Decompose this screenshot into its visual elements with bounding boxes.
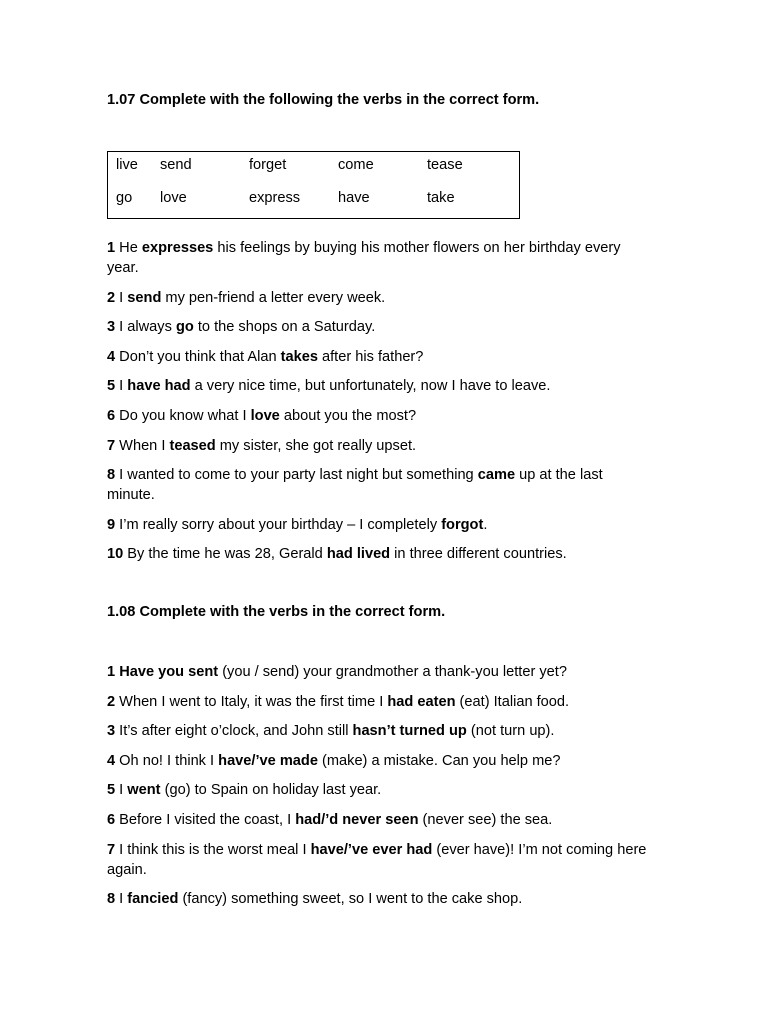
exercise-item [107,406,647,426]
item-text: his feelings by buying his mother flowers on her birthday every year. [107,240,621,276]
item-number: 8 [107,467,116,484]
item-text: It’s after eight o’clock, and John still [115,723,353,740]
exercise-item [107,317,647,337]
item-answer: send [127,289,162,306]
exercise-item [107,721,647,741]
exercise-item [107,436,647,456]
item-number: 4 [107,348,116,365]
item-text: I [115,378,128,395]
item-text: about you the most? [279,407,417,424]
item-number: 3 [107,319,116,336]
item-text: (never see) the sea. [418,811,553,828]
item-text: By the time he was 28, Gerald [123,546,327,563]
item-answer: go [175,319,194,336]
item-number: 5 [107,378,116,395]
item-number: 6 [107,407,116,424]
exercise-107-list [107,238,647,574]
item-text: (not turn up). [466,723,555,740]
item-number: 7 [107,841,116,858]
exercise-item [107,751,647,771]
item-answer: have/’ve made [218,752,318,769]
item-answer: forgot [441,516,484,533]
item-number: 7 [107,437,116,454]
item-text: Oh no! I think I [115,752,219,769]
item-answer: fancied [127,891,179,908]
item-text: When I went to Italy, it was the first time I [115,693,388,710]
exercise-item [107,544,647,564]
item-text: (ever have)! I’m not coming here again. [107,841,647,878]
word-box-word: live [116,157,138,173]
item-number: 10 [107,546,124,563]
item-answer: had/’d never seen [295,811,419,828]
item-text: I always [115,319,176,336]
word-box-word: go [116,190,133,206]
item-text: I wanted to come to your party last night but something [115,467,478,484]
word-box [107,151,520,219]
word-box-word: forget [249,157,287,173]
exercise-item [107,238,647,278]
item-number: 5 [107,782,116,799]
exercise-item [107,515,647,535]
word-box-word: express [249,190,301,206]
exercise-108-list [107,662,647,919]
item-number: 9 [107,516,116,533]
item-number: 1 [107,664,116,680]
item-text: my pen-friend a letter every week. [161,289,386,306]
item-answer: expresses [141,240,214,256]
exercise-item [107,662,647,682]
exercise-item [107,347,647,367]
item-answer: had lived [326,546,391,563]
item-text: I’m really sorry about your birthday – I completely [115,516,442,533]
item-text: Do you know what I [115,407,251,424]
exercise-item [107,780,647,800]
word-box-word: love [160,190,187,206]
word-box-word: tease [427,157,463,173]
item-answer: hasn’t turned up [352,723,467,740]
item-number: 4 [107,752,116,769]
item-text: I think this is the worst meal I [115,841,311,858]
item-text: after his father? [317,348,424,365]
word-box-word: take [427,190,455,206]
item-text: (make) a mistake. Can you help me? [317,752,561,769]
item-number: 1 [107,240,116,256]
item-text: (you / send) your grandmother a thank-you letter yet? [218,664,567,680]
exercise-item [107,465,647,505]
item-number: 2 [107,693,116,710]
item-text: Before I visited the coast, I [115,811,296,828]
exercise-item [107,288,647,308]
item-answer: came [477,467,516,484]
word-box-word: come [338,157,374,173]
item-answer: teased [169,437,216,454]
item-text: up at the last minute. [107,467,603,504]
item-text: He [115,240,142,256]
item-text: a very nice time, but unfortunately, now I have to leave. [190,378,551,395]
item-answer: have/’ve ever had [310,841,433,858]
word-box-word: send [160,157,192,173]
item-text: (go) to Spain on holiday last year. [160,782,382,799]
item-number: 6 [107,811,116,828]
exercise-item [107,376,647,396]
exercise-item [107,889,647,909]
item-number: 3 [107,723,116,740]
item-text: (eat) Italian food. [455,693,570,710]
item-text: I [115,782,128,799]
item-answer: takes [280,348,318,365]
item-text: in three different countries. [390,546,567,563]
item-answer: had eaten [387,693,456,710]
exercise-107-heading: 1.07 Complete with the following the verbs in the correct form. [107,92,540,108]
item-text: to the shops on a Saturday. [193,319,376,336]
item-text: I [115,891,128,908]
item-text: my sister, she got really upset. [215,437,417,454]
word-box-word: have [338,190,370,206]
item-text: I [115,289,128,306]
item-text: . [483,516,488,533]
item-answer: love [250,407,280,424]
item-number: 2 [107,289,116,306]
exercise-108-heading: 1.08 Complete with the verbs in the correct form. [107,604,446,620]
item-text: (fancy) something sweet, so I went to the cake shop. [178,891,523,908]
exercise-item [107,840,647,880]
item-answer: have had [127,378,191,395]
item-answer: went [127,782,161,799]
item-text: When I [115,437,170,454]
item-text: Don’t you think that Alan [115,348,281,365]
exercise-item [107,692,647,712]
item-number: 8 [107,891,116,908]
exercise-item [107,810,647,830]
item-answer: Have you sent [119,664,219,680]
